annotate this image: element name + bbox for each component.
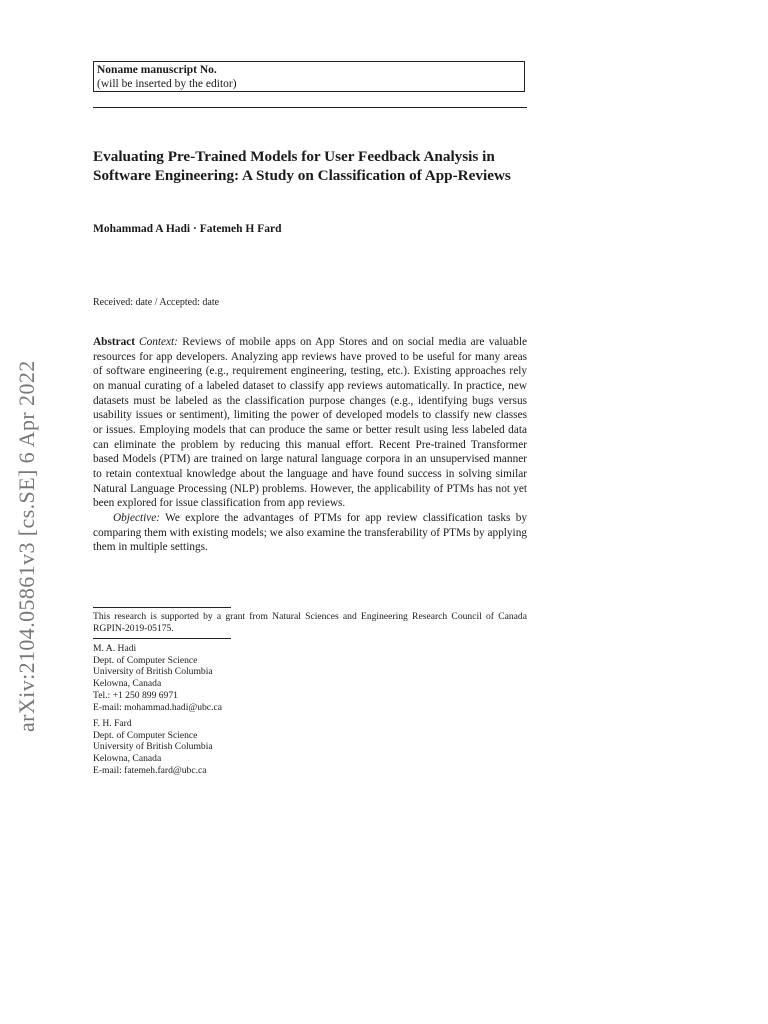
affiliation-email: E-mail: mohammad.hadi@ubc.ca [93, 701, 222, 713]
abstract [93, 335, 527, 555]
paper-authors: Mohammad A Hadi · Fatemeh H Fard [93, 223, 282, 235]
paper-title: Evaluating Pre-Trained Models for User Feedback Analysis in Software Engineering: A Study on Classification of App-Reviews [93, 148, 511, 184]
abstract-context-paragraph [93, 335, 527, 511]
affiliation-rule [93, 638, 231, 639]
affiliation-name: F. H. Fard [93, 718, 132, 729]
header-rule [93, 107, 527, 108]
affiliation-city: Kelowna, Canada [93, 678, 162, 690]
objective-text: We explore the advantages of PTMs for app review classification tasks by comparing them with existing models; we also examine the transferability of PTMs by applying them in multiple settings. [93, 511, 527, 554]
affiliation-university: University of British Columbia [93, 741, 213, 753]
affiliation-hadi [93, 643, 222, 713]
affiliation-tel: Tel.: +1 250 899 6971 [93, 689, 178, 701]
affiliation-dept: Dept. of Computer Science [93, 654, 198, 666]
manuscript-note: (will be inserted by the editor) [97, 78, 237, 90]
manuscript-number: Noname manuscript No. [97, 64, 217, 76]
affiliation-city: Kelowna, Canada [93, 753, 162, 765]
abstract-objective-paragraph [93, 511, 527, 555]
affiliation-fard [93, 718, 213, 777]
affiliation-name: M. A. Hadi [93, 643, 137, 654]
manuscript-box [93, 61, 525, 92]
context-label: Context: [139, 336, 178, 348]
received-accepted-dates: Received: date / Accepted: date [93, 297, 220, 308]
arxiv-stamp: arXiv:2104.05861v3 [cs.SE] 6 Apr 2022 [14, 360, 39, 732]
funding-footnote: This research is supported by a grant from Natural Sciences and Engineering Research Council of Canada RGPIN-2019-05175. [93, 611, 527, 634]
affiliation-dept: Dept. of Computer Science [93, 729, 198, 741]
context-text: Reviews of mobile apps on App Stores and on social media are valuable resources for app developers. Analyzing app reviews have proved to be useful for many areas of software engineering (e.g., requirement engineering, testing, etc.). Existing approaches rely on manual curating of a labeled dataset to classify app reviews automatically. In practice, new datasets must be labeled as the classification purpose changes (e.g., identifying bugs versus usability issues or sentiment), limiting the power of developed models to classify new classes or issues. Employing models that can produce the same or better result using less labeled data can eliminate the problem by reducing this manual effort. Recent Pre-trained Transformer based Models (PTM) are trained on large natural language corpora in an unsupervised manner to retain contextual knowledge about the language and have found success in solving similar Natural Language Processing (NLP) problems. However, the applicability of PTMs has not yet been explored for issue classification from app reviews. [93, 336, 527, 510]
objective-label: Objective: [113, 511, 161, 524]
affiliation-university: University of British Columbia [93, 666, 213, 678]
affiliation-email: E-mail: fatemeh.fard@ubc.ca [93, 764, 207, 776]
footnote-rule [93, 607, 231, 608]
abstract-heading: Abstract [93, 336, 136, 348]
